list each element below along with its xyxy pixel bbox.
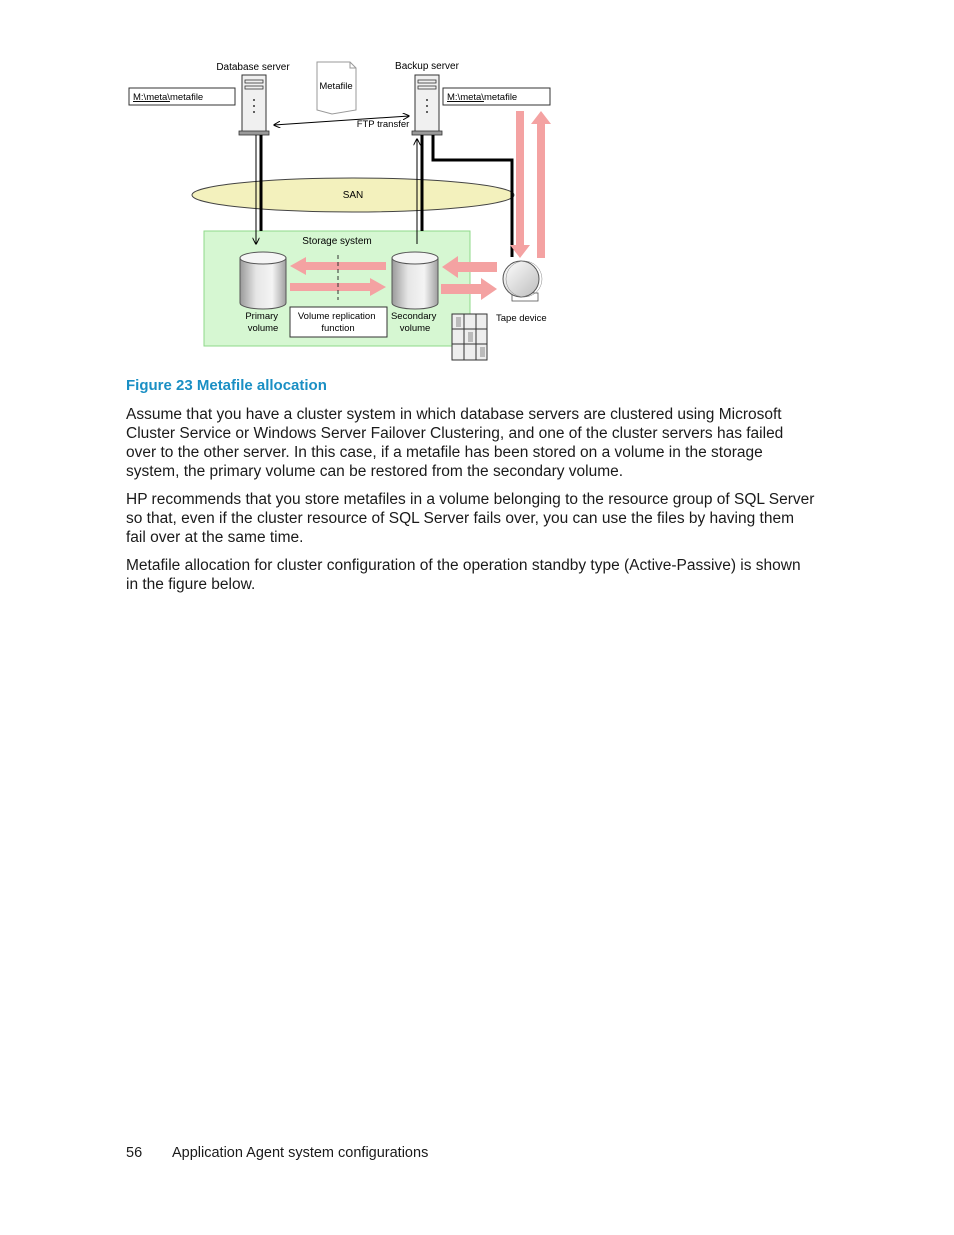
paragraph-hp-recommendation: HP recommends that you store metafiles in a volume belonging to the resource group of SQL Server so that, even if the cluster resource of SQL Server fails over, you can use the files by having them fail over at the same time. [126,491,815,546]
volume-replication-label: Volume replication function [297,311,376,334]
san-label: SAN [342,190,364,201]
page-number: 56 [126,1145,143,1161]
storage-system-label: Storage system [302,236,372,247]
tape-transfer-arrows [510,111,551,258]
page-footer [126,1145,428,1161]
db-metafile-path: M:\meta\metafile [133,92,204,103]
primary-volume-icon [240,252,286,309]
backup-server-label: Backup server [395,61,459,72]
figure-caption: Figure 23 Metafile allocation [126,377,327,394]
secondary-volume-icon [392,252,438,309]
tape-library-icon [452,314,487,360]
ftp-transfer-label: FTP transfer [356,119,410,130]
tape-device-icon [503,261,542,301]
secondary-volume-label: Secondary volume [390,311,437,334]
footer-section-title: Application Agent system configurations [172,1145,429,1161]
backup-server-icon [412,75,442,135]
metafile-document-label: Metafile [319,81,353,92]
paragraph-cluster-failover: Assume that you have a cluster system in which database servers are clustered using Microsoft Cluster Service or Windows Server Failover Clustering, and one of the cluster servers has failed over to the other server. In this case, if a metafile has been stored on a volume in the storage system, the primary volume can be restored from the secondary volume. [126,406,784,480]
paragraph-active-passive: Metafile allocation for cluster configuration of the operation standby type (Active-Passive) is shown in the figure below. [126,557,801,593]
body-text [126,405,816,603]
primary-volume-label: Primary volume [245,311,279,334]
tape-device-label: Tape device [496,313,547,324]
database-server-label: Database server [216,62,290,73]
metafile-allocation-diagram [0,0,954,370]
backup-metafile-path: M:\meta\metafile [447,92,518,103]
database-server-icon [239,75,269,135]
